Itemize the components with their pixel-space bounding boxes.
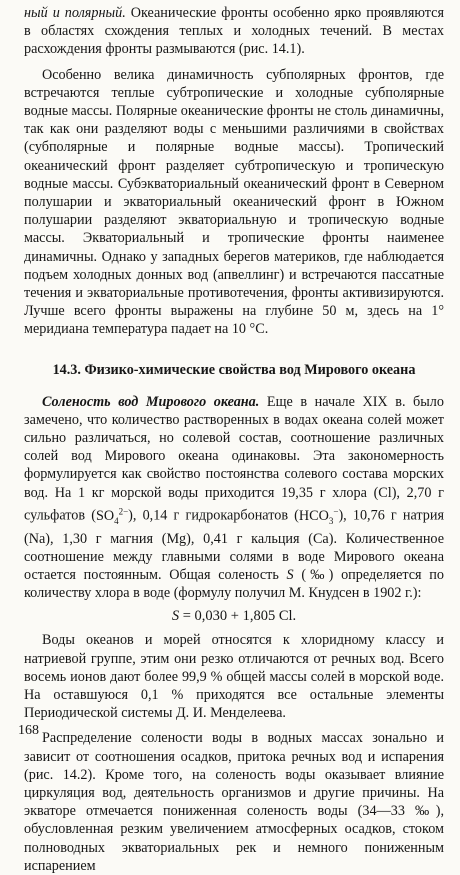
- salinity-text-2: ), 0,14 г гидрокарбонатов (: [128, 507, 299, 524]
- salinity-text-3: ), 10,76 г натрия (Na), 1,30 г магния (Mg), 0,41 г кальция (Ca). Количественное соотношение между главными солями в воде Мирового океана остается постоянным. Общая соленость: [24, 507, 445, 584]
- salinity-text-1: Еще в начале XIX в. было замечено, что количество растворенных в водах океана солей может сильно различаться, но солевой состав, соотношение различных солей вод Мирового океана одинаковы. Эта закономерность формулируется как свойство постоянства солевого состава морских вод. На 1 кг морской воды приходится 19,35 г хлора (Cl), 2,70 г сульфатов (: [24, 393, 444, 524]
- formula-rhs: = 0,030 + 1,805 Cl.: [179, 608, 297, 625]
- knudsen-formula: [24, 606, 444, 626]
- salinity-symbol: S: [286, 567, 294, 584]
- salinity-text-4: (‰) определяется по количеству хлора в воде (формулу получил М. Кнудсен в 1902 г.):: [24, 567, 444, 602]
- bicarbonate-formula: $HCO_3^-$: [298, 505, 339, 526]
- page-number: 168: [18, 723, 39, 738]
- salinity-lead: Соленость вод Мирового океана.: [42, 393, 260, 410]
- salinity-distribution-paragraph: Распределение солености воды в водных массах зонально и зависит от соотношения осадков, притока речных вод и испарения (рис. 14.2). Кроме того, на соленость воды оказывает влияние циркуляция вод, деятельность организмов и другие причины. На экваторе отмечается пониженная соленость воды (34—33 ‰), обусловленная резким увеличением атмосферных осадков, стоком полноводных экваториальных рек и немного пониженным испарением: [24, 730, 444, 874]
- sulfate-formula: $SO_4^{2-}$: [95, 505, 129, 526]
- intro-italic-lead: ный и полярный.: [24, 5, 126, 21]
- ions-paragraph: Воды океанов и морей относятся к хлоридному классу и натриевой группе, этим они резко отличаются от речных вод. Всего восемь ионов дают более 99,9 % общей массы солей в морской воде. На оставшуюся 0,1 % приходятся все остальные элементы Периодической системы Д. И. Менделеева.: [24, 632, 444, 722]
- fronts-dynamics-paragraph: Особенно велика динамичность субполярных фронтов, где встречаются теплые субтропические и холодные субполярные водные массы. Полярные океанические фронты не столь динамичны, так как они разделяют воды с меньшими различиями в свойствах (субполярные и полярные водные массы). Тропический океанический фронт разделяет субтропическую и тропическую водные массы. Субэкваториальный океанический фронт в Северном полушарии и экваториальный океанический фронт в Южном полушарии разделяют экваториальную и тропическую водные массы. Экваториальный и тропические фронты наименее динамичны. Однако у западных берегов материков, где наблюдается подъем холодных донных вод (апвеллинг) и встречаются пассатные течения и экваториальные противотечения, фронты активизируются. Лучше всего фронты выражены на глубине 50 м, здесь на 1° меридиана температура падает на 10 °С.: [24, 66, 444, 338]
- section-heading: 14.3. Физико-химические свойства вод Мирового океана: [52, 361, 416, 378]
- formula-lhs: S: [171, 608, 180, 625]
- salinity-paragraph: [24, 393, 444, 603]
- intro-paragraph: [24, 4, 444, 59]
- intro-text: Океанические фронты особенно ярко проявляются в областях схождения теплых и холодных течений. В местах расхождения фронты размываются (рис. 14.1).: [24, 5, 444, 58]
